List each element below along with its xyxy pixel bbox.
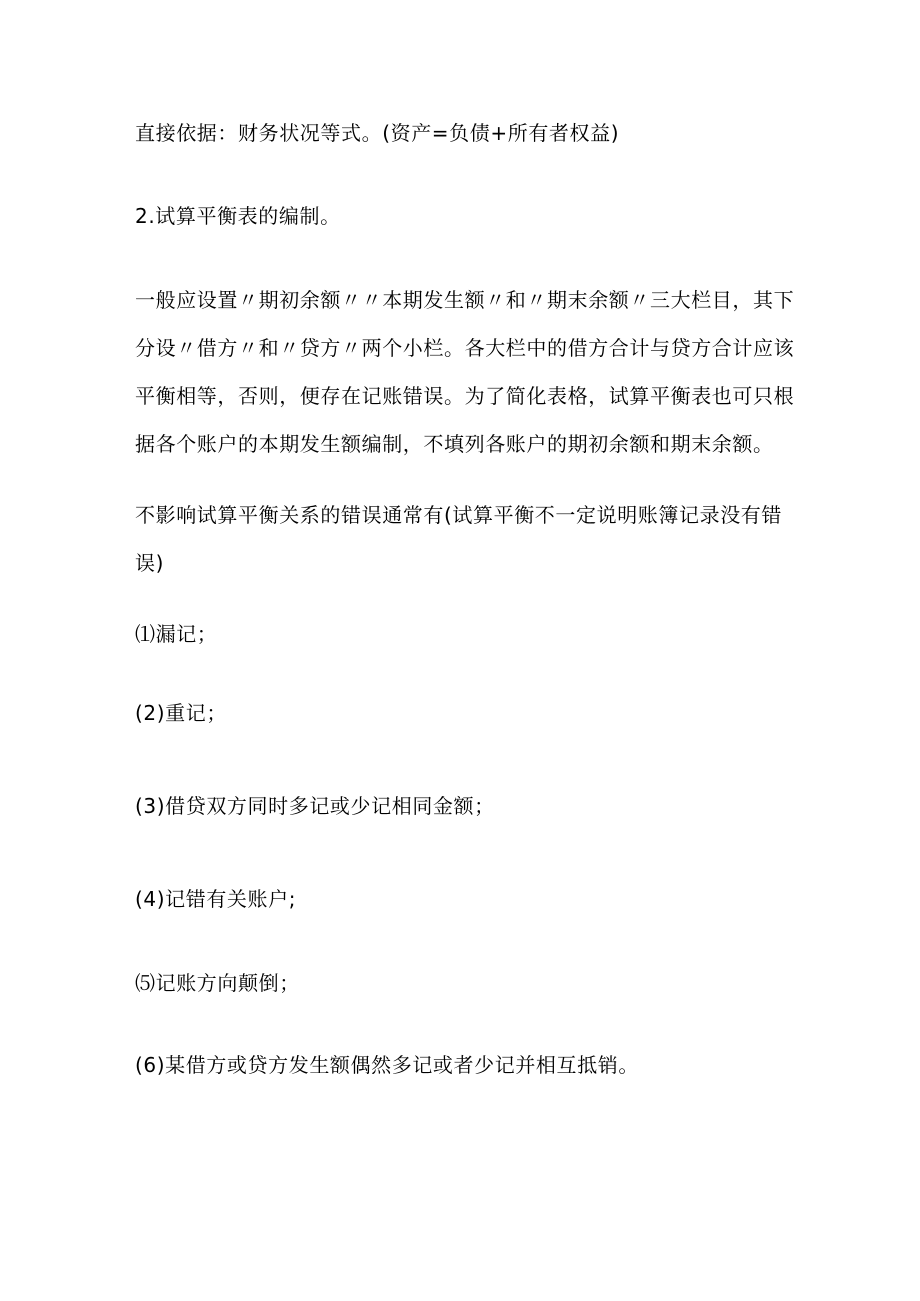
paragraph-errors-intro <box>135 491 790 587</box>
list-item: (4)记错有关账户; <box>135 887 297 911</box>
basis-line: 直接依据：财务状况等式。(资产=负债+所有者权益) <box>135 121 620 145</box>
list-item: ⑸记账方向颠倒； <box>135 971 300 995</box>
list-item: (3)借贷双方同时多记或少记相同金额； <box>135 794 495 818</box>
list-item: ⑴漏记； <box>135 622 218 646</box>
paragraph-line: 一般应设置〃期初余额〃〃本期发生额〃和〃期末余额〃三大栏目，其下 <box>135 288 795 312</box>
paragraph-line: 分设〃借方〃和〃贷方〃两个小栏。各大栏中的借方合计与贷方合计应该 <box>135 336 795 360</box>
paragraph-line: 误) <box>135 551 165 575</box>
paragraph-line: 不影响试算平衡关系的错误通常有(试算平衡不一定说明账簿记录没有错 <box>135 503 783 527</box>
list-item: (6)某借方或贷方发生额偶然多记或者少记并相互抵销。 <box>135 1053 639 1077</box>
paragraph-trial-balance <box>135 276 795 468</box>
paragraph-line: 据各个账户的本期发生额编制，不填列各账户的期初余额和期末余额。 <box>135 432 774 456</box>
section-heading: 2.试算平衡表的编制。 <box>135 204 341 228</box>
paragraph-line: 平衡相等，否则，便存在记账错误。为了简化表格，试算平衡表也可只根 <box>135 384 795 408</box>
list-item: (2)重记； <box>135 701 227 725</box>
